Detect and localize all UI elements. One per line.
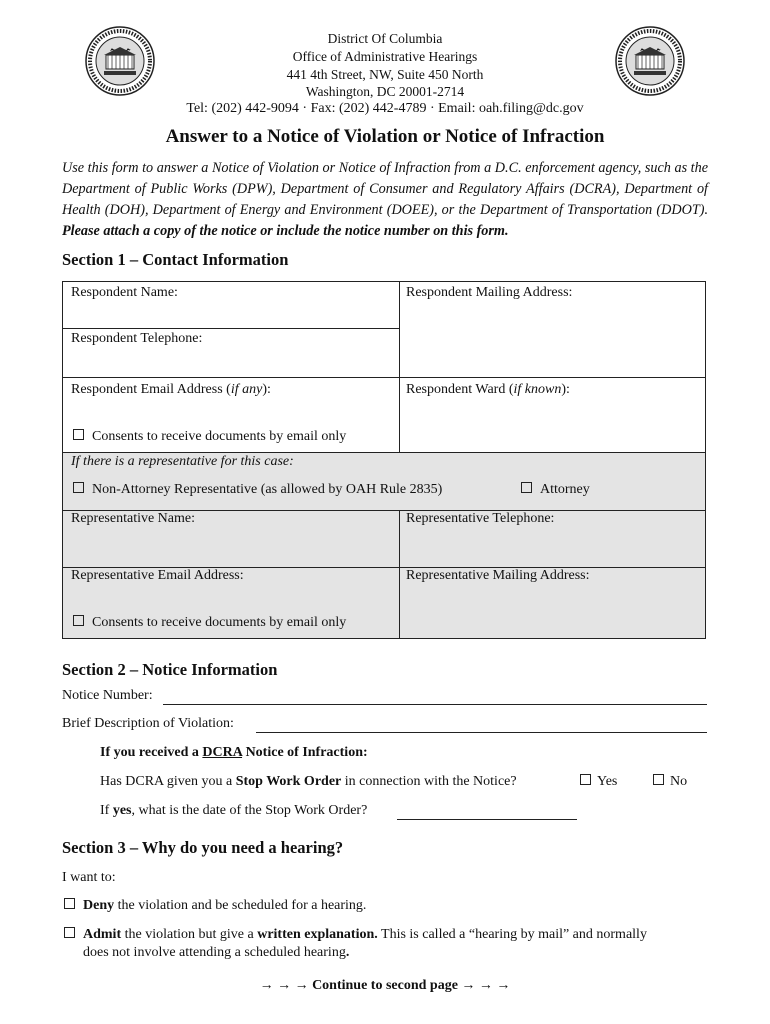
checkbox-icon[interactable]: [653, 774, 664, 785]
notice-number-field[interactable]: [163, 704, 707, 705]
checkbox-icon[interactable]: [73, 429, 84, 440]
respondent-phone-label: Respondent Telephone:: [71, 331, 203, 346]
description-field[interactable]: [256, 732, 707, 733]
checkbox-icon[interactable]: [64, 898, 75, 909]
agency-street: 441 4th Street, NW, Suite 450 North: [286, 67, 484, 82]
rep-email-consent[interactable]: Consents to receive documents by email only: [73, 615, 346, 631]
rep-phone-label: Representative Telephone:: [406, 511, 555, 526]
swo-yes-option[interactable]: Yes: [580, 774, 617, 790]
rep-email-label: Representative Email Address:: [71, 568, 244, 583]
intro-instruction: Please attach a copy of the notice or include the notice number on this form.: [62, 223, 509, 239]
checkbox-icon[interactable]: [580, 774, 591, 785]
checkbox-icon[interactable]: [64, 927, 75, 938]
respondent-name-label: Respondent Name:: [71, 285, 178, 300]
i-want-to: I want to:: [62, 870, 116, 885]
section3-heading: Section 3 – Why do you need a hearing?: [62, 838, 344, 857]
admit-option[interactable]: Admit the violation but give a written explanation. This is called a “hearing by mail” and normally does not involve attending a scheduled hearing.: [64, 926, 704, 962]
section2-heading: Section 2 – Notice Information: [62, 660, 278, 679]
contact-table: [62, 281, 706, 639]
dcra-subheading: If you received a DCRA Notice of Infraction:: [100, 745, 368, 760]
section1-heading: Section 1 – Contact Information: [62, 250, 289, 269]
respondent-email-label: Respondent Email Address (if any):: [71, 382, 271, 397]
intro-paragraph: [62, 158, 708, 242]
checkbox-icon[interactable]: [73, 482, 84, 493]
checkbox-icon[interactable]: [73, 615, 84, 626]
rep-mailing-label: Representative Mailing Address:: [406, 568, 590, 583]
respondent-mailing-label: Respondent Mailing Address:: [406, 285, 573, 300]
attorney-option[interactable]: Attorney: [521, 482, 590, 498]
stop-work-question: Has DCRA given you a Stop Work Order in connection with the Notice?: [100, 774, 517, 789]
continue-footer: → → → Continue to second page → → →: [259, 978, 511, 993]
rep-prompt: If there is a representative for this case:: [71, 454, 294, 469]
swo-date-field[interactable]: [397, 819, 577, 820]
swo-date-question: If yes, what is the date of the Stop Work Order?: [100, 803, 368, 818]
description-label: Brief Description of Violation:: [62, 716, 234, 731]
rep-name-label: Representative Name:: [71, 511, 196, 526]
agency-office: Office of Administrative Hearings: [292, 49, 478, 64]
swo-no-option[interactable]: No: [653, 774, 687, 790]
agency-contact: Tel: (202) 442-9094 · Fax: (202) 442-4789 · Email: oah.filing@dc.gov: [186, 101, 584, 116]
checkbox-icon[interactable]: [521, 482, 532, 493]
respondent-ward-label: Respondent Ward (if known):: [406, 382, 570, 397]
agency-city: Washington, DC 20001-2714: [305, 84, 465, 99]
agency-district: District Of Columbia: [327, 31, 443, 46]
deny-option[interactable]: Deny the violation and be scheduled for a hearing.: [64, 898, 366, 914]
notice-number-label: Notice Number:: [62, 688, 153, 703]
intro-text: Use this form to answer a Notice of Violation or Notice of Infraction from a D.C. enforcement agency, such as the Department of Public Works (DPW), Department of Consumer and Regulatory Affairs (DCRA), Department of Health (DOH), Department of Energy and Environment (DOEE), or the Department of Transportation (DDOT).: [62, 160, 708, 218]
respondent-email-consent[interactable]: Consents to receive documents by email only: [73, 429, 346, 445]
non-attorney-option[interactable]: Non-Attorney Representative (as allowed by OAH Rule 2835): [73, 482, 442, 498]
page-title: Answer to a Notice of Violation or Notice of Infraction: [165, 126, 605, 147]
